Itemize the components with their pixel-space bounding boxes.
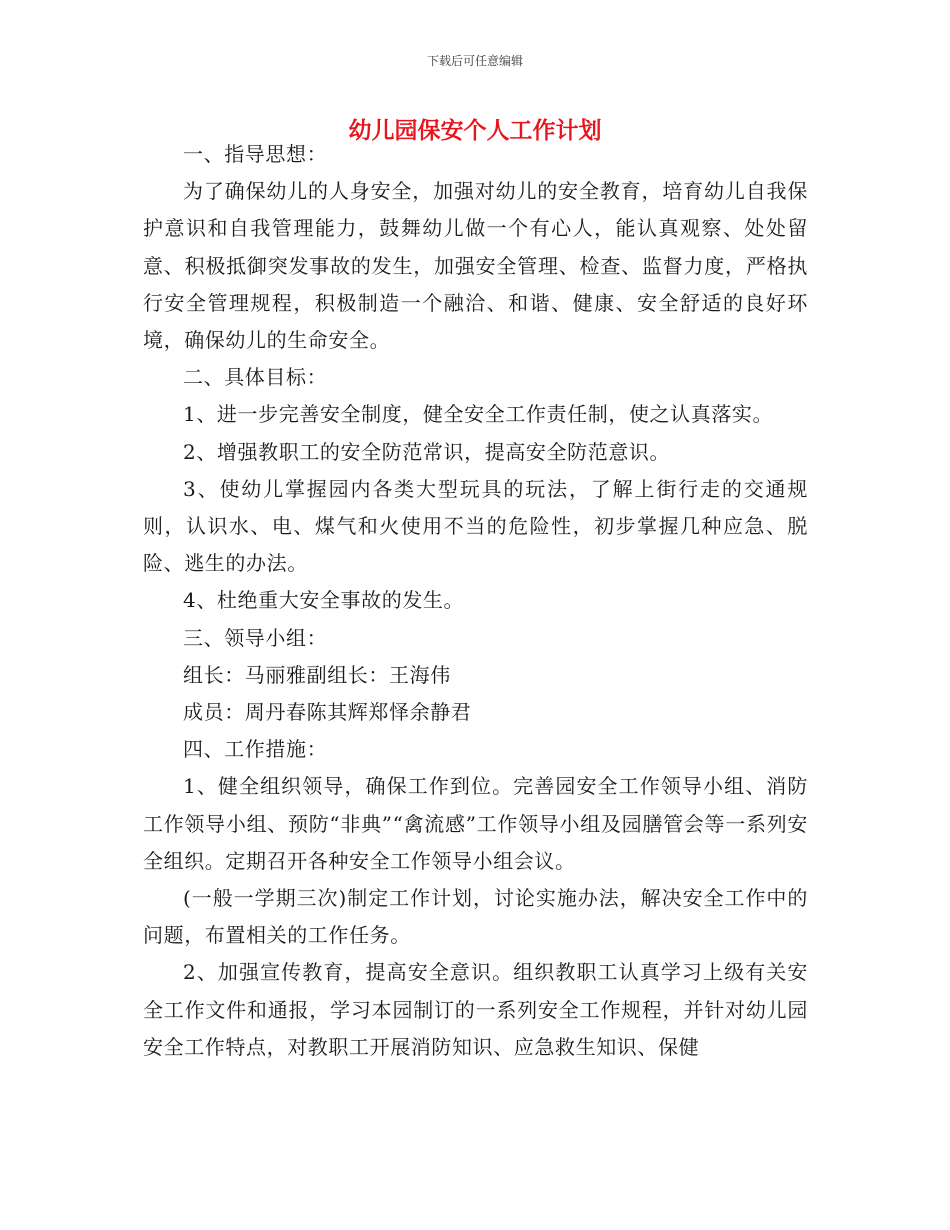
- header-note: 下载后可任意编辑: [426, 54, 523, 68]
- goal-item-3: 3、使幼儿掌握园内各类大型玩具的玩法，了解上街行走的交通规则，认识水、电、煤气和火使用不当的危险性，初步掌握几种应急、脱险、逃生的办法。: [143, 476, 808, 576]
- leadership-members: 成员：周丹春陈其辉郑怿余静君: [183, 700, 472, 725]
- section-heading-specific-goals: 二、具体目标：: [183, 365, 328, 390]
- paragraph-guiding-thought: 为了确保幼儿的人身安全，加强对幼儿的安全教育，培育幼儿自我保护意识和自我管理能力，鼓舞幼儿做一个有心人，能认真观察、处处留意、积极抵御突发事故的发生，加强安全管理、检查、监督力度，严格执行安全管理规程，积极制造一个融洽、和谐、健康、安全舒适的良好环境，确保幼儿的生命安全。: [143, 179, 808, 353]
- measure-item-1: 1、健全组织领导，确保工作到位。完善园安全工作领导小组、消防工作领导小组、预防“非典”“禽流感”工作领导小组及园膳管会等一系列安全组织。定期召开各种安全工作领导小组会议。: [143, 774, 808, 873]
- goal-item-2: 2、增强教职工的安全防范常识，提高安全防范意识。: [183, 439, 671, 464]
- goal-item-4: 4、杜绝重大安全事故的发生。: [183, 588, 465, 613]
- document-title: 幼儿园保安个人工作计划: [348, 118, 602, 144]
- document-body: [143, 136, 808, 1066]
- section-heading-guiding-thought: 一、指导思想：: [183, 142, 328, 166]
- leadership-leaders: 组长：马丽雅副组长：王海伟: [183, 662, 451, 687]
- section-heading-work-measures: 四、工作措施：: [183, 737, 328, 762]
- measure-item-1-continued: (一般一学期三次)制定工作计划，讨论实施办法，解决安全工作中的问题，布置相关的工作任务。: [143, 886, 808, 948]
- section-heading-leadership-group: 三、领导小组：: [183, 625, 328, 650]
- measure-item-2: 2、加强宣传教育，提高安全意识。组织教职工认真学习上级有关安全工作文件和通报，学习本园制订的一系列安全工作规程，并针对幼儿园安全工作特点，对教职工开展消防知识、应急救生知识、保健: [143, 960, 808, 1059]
- goal-item-1: 1、进一步完善安全制度，健全安全工作责任制，使之认真落实。: [183, 402, 774, 427]
